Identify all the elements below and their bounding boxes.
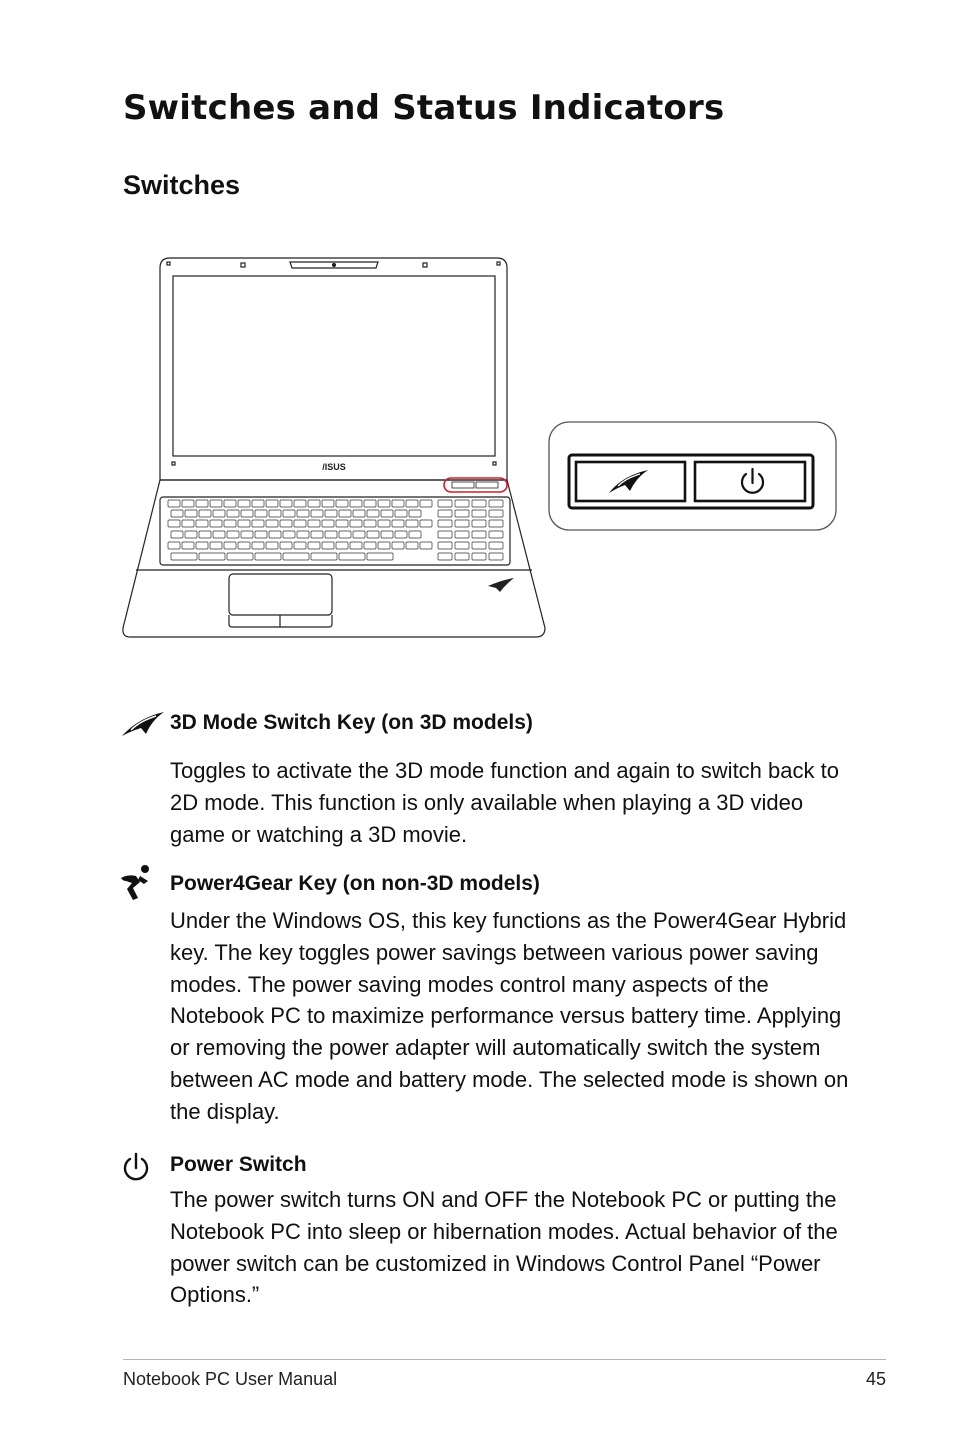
item-body-power-switch: The power switch turns ON and OFF the Notebook PC or putting the Notebook PC into sleep or hibernation modes. Actual behavior of the power switch can be customized in Windows Control Panel “Power Options.” [170, 1187, 838, 1308]
keyboard-key [196, 542, 208, 549]
keyboard-key [392, 542, 404, 549]
keyboard-key [409, 510, 421, 517]
item-body-3d-mode: Toggles to activate the 3D mode function and again to switch back to 2D mode. This function is only available when playing a 3D video game or watching a 3D movie. [170, 758, 839, 847]
keyboard-key [325, 510, 337, 517]
keyboard-key [168, 500, 180, 507]
keyboard-key [364, 520, 376, 527]
keyboard-key [266, 520, 278, 527]
keyboard-key [210, 520, 222, 527]
keyboard-key [199, 531, 211, 538]
keyboard-key [171, 553, 197, 560]
keyboard-key [283, 510, 295, 517]
keyboard-key [213, 510, 225, 517]
keyboard-key [378, 542, 390, 549]
keyboard-key [171, 531, 183, 538]
keypad-key [455, 500, 469, 507]
keyboard-key [266, 500, 278, 507]
keyboard-key [255, 531, 267, 538]
keypad-key [455, 553, 469, 560]
keyboard-key [238, 520, 250, 527]
keyboard-key [252, 520, 264, 527]
laptop-logo: /ISUS [322, 462, 346, 472]
keyboard-key [367, 531, 379, 538]
keyboard-key [255, 553, 281, 560]
keyboard-key [227, 553, 253, 560]
keyboard-key [168, 520, 180, 527]
keyboard-key [185, 531, 197, 538]
switch-callout [549, 422, 836, 530]
keypad-key [489, 553, 503, 560]
keyboard-key [294, 542, 306, 549]
keyboard-key [311, 510, 323, 517]
laptop-touchpad [229, 574, 332, 615]
keyboard-key [336, 542, 348, 549]
keyboard-key [420, 542, 432, 549]
keypad-key [472, 500, 486, 507]
keyboard-key [308, 542, 320, 549]
keypad-key [489, 531, 503, 538]
keyboard-key [224, 500, 236, 507]
power4gear-icon [118, 862, 154, 902]
keyboard-key [339, 553, 365, 560]
keyboard-key [266, 542, 278, 549]
keyboard-key [406, 542, 418, 549]
keyboard-key [185, 510, 197, 517]
item-title-3d-mode: 3D Mode Switch Key (on 3D models) [170, 711, 533, 734]
keyboard-key [378, 520, 390, 527]
keyboard-key [294, 520, 306, 527]
keyboard-key [210, 542, 222, 549]
keyboard-key [280, 520, 292, 527]
keyboard-key [395, 510, 407, 517]
keyboard-key [311, 531, 323, 538]
keyboard-key [168, 542, 180, 549]
keyboard-key [171, 510, 183, 517]
keypad-key [489, 542, 503, 549]
keyboard-key [322, 500, 334, 507]
keyboard-key [367, 553, 393, 560]
keyboard-key [353, 510, 365, 517]
keyboard-key [280, 542, 292, 549]
footer-manual-title: Notebook PC User Manual [123, 1369, 338, 1389]
laptop-lid [160, 258, 507, 480]
keyboard-key [182, 520, 194, 527]
keyboard-key [350, 500, 362, 507]
keyboard-key [294, 500, 306, 507]
keyboard-key [406, 520, 418, 527]
keypad-key [438, 531, 452, 538]
keypad-key [472, 531, 486, 538]
keypad-key [455, 510, 469, 517]
keyboard-key [283, 553, 309, 560]
keyboard-key [381, 510, 393, 517]
keyboard-key [283, 531, 295, 538]
keyboard-key [336, 520, 348, 527]
keyboard-key [420, 500, 432, 507]
keypad-key [455, 520, 469, 527]
keyboard-key [339, 531, 351, 538]
keyboard-key [238, 500, 250, 507]
keyboard-key [336, 500, 348, 507]
keyboard-key [381, 531, 393, 538]
switch-highlight [444, 478, 507, 492]
keyboard-key [308, 500, 320, 507]
keypad-key [455, 531, 469, 538]
keyboard-key [297, 510, 309, 517]
keyboard-key [241, 531, 253, 538]
power-icon [120, 1151, 152, 1183]
keyboard-key [252, 542, 264, 549]
keyboard-key [210, 500, 222, 507]
keyboard-key [196, 520, 208, 527]
item-title-power4gear: Power4Gear Key (on non-3D models) [170, 872, 540, 895]
item-body-power4gear: Under the Windows OS, this key functions as the Power4Gear Hybrid key. The key toggles power savings between various power saving modes. The power saving modes control many aspects of the Notebook PC to maximize performance versus battery time. Applying or removing the power adapter will automatically switch the system between AC mode and battery mode. The selected mode is shown on the display. [170, 908, 849, 1124]
footer-rule [123, 1359, 886, 1360]
keyboard-key [241, 510, 253, 517]
keypad-key [472, 520, 486, 527]
keyboard-key [199, 553, 225, 560]
keyboard-key [392, 520, 404, 527]
keyboard-key [224, 542, 236, 549]
keyboard-key [182, 542, 194, 549]
keyboard-key [350, 542, 362, 549]
keypad-key [472, 510, 486, 517]
keyboard-key [308, 520, 320, 527]
keypad-key [489, 500, 503, 507]
keyboard-key [367, 510, 379, 517]
keyboard-key [392, 500, 404, 507]
keyboard-key [255, 510, 267, 517]
keyboard-key [322, 520, 334, 527]
keyboard-key [199, 510, 211, 517]
keyboard-key [378, 500, 390, 507]
keyboard-key [227, 510, 239, 517]
keypad-key [438, 510, 452, 517]
keyboard-key [420, 520, 432, 527]
keyboard-key [280, 500, 292, 507]
keyboard-key [311, 553, 337, 560]
keypad-key [438, 542, 452, 549]
keyboard-key [364, 500, 376, 507]
3d-mode-icon [120, 710, 166, 740]
keyboard-key [325, 531, 337, 538]
keyboard-key [196, 500, 208, 507]
keypad-key [489, 520, 503, 527]
keyboard-key [224, 520, 236, 527]
keyboard-key [269, 510, 281, 517]
keyboard-key [297, 531, 309, 538]
keypad-key [438, 520, 452, 527]
page-number: 45 [865, 1369, 886, 1389]
keyboard-key [238, 542, 250, 549]
keyboard-key [227, 531, 239, 538]
keyboard-key [213, 531, 225, 538]
keypad-key [438, 500, 452, 507]
keyboard-key [322, 542, 334, 549]
keyboard-key [339, 510, 351, 517]
keypad-key [438, 553, 452, 560]
keyboard-key [353, 531, 365, 538]
keyboard-key [406, 500, 418, 507]
keypad-key [472, 542, 486, 549]
keypad-key [489, 510, 503, 517]
item-title-power-switch: Power Switch [170, 1153, 307, 1176]
keyboard-key [252, 500, 264, 507]
keypad-key [455, 542, 469, 549]
keyboard-key [409, 531, 421, 538]
laptop-screen [173, 276, 495, 456]
keyboard-key [350, 520, 362, 527]
page-title: Switches and Status Indicators [123, 88, 725, 128]
keyboard-key [182, 500, 194, 507]
keypad-key [472, 553, 486, 560]
keyboard-key [395, 531, 407, 538]
keyboard-key [364, 542, 376, 549]
section-heading: Switches [123, 170, 241, 200]
keyboard-key [269, 531, 281, 538]
